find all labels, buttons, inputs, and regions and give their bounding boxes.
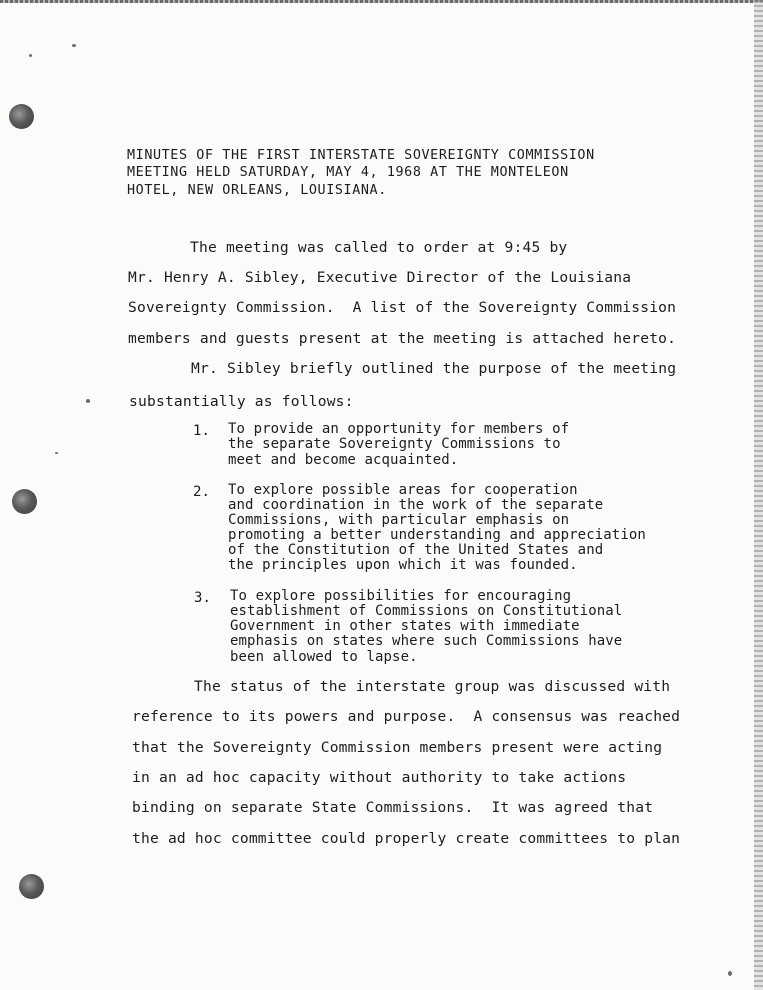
scan-speck [728,971,732,976]
item-line: establishment of Commissions on Constitutional [230,603,623,619]
item-line: To provide an opportunity for members of [228,421,570,437]
item-line: To explore possible areas for cooperation [228,482,578,498]
paragraph-line: Mr. Sibley briefly outlined the purpose of the meeting [191,360,677,377]
paragraph-line: Sovereignty Commission. A list of the Sovereignty Commission [128,299,677,316]
punch-hole-middle [12,489,37,514]
paragraph-line: The status of the interstate group was discussed with [194,678,671,695]
item-number: 2. [193,484,211,500]
item-line: Government in other states with immediate [230,618,580,634]
scan-speck [29,54,32,57]
paragraph-line: in an ad hoc capacity without authority to take actions [132,769,627,786]
item-line: meet and become acquainted. [228,452,459,468]
scan-speck [86,399,90,403]
paragraph-line: that the Sovereignty Commission members present were acting [132,739,663,756]
scan-speck [72,44,76,47]
item-line: the principles upon which it was founded. [228,557,578,573]
item-line: of the Constitution of the United States and [228,542,604,558]
scan-speck [55,452,58,454]
item-line: the separate Sovereignty Commissions to [228,436,561,452]
scan-top-edge [0,0,763,3]
paragraph-line: the ad hoc committee could properly create committees to plan [132,830,681,847]
scan-right-edge [754,0,763,990]
heading-line: HOTEL, NEW ORLEANS, LOUISIANA. [127,183,387,198]
heading-line: MEETING HELD SATURDAY, MAY 4, 1968 AT THE MONTELEON [127,165,569,180]
item-line: and coordination in the work of the separate [228,497,604,513]
paragraph-line: Mr. Henry A. Sibley, Executive Director of the Louisiana [128,269,632,286]
item-line: To explore possibilities for encouraging [230,588,572,604]
item-line: promoting a better understanding and appreciation [228,527,646,543]
paragraph-line: substantially as follows: [129,393,354,410]
item-number: 3. [194,590,212,606]
heading-line: MINUTES OF THE FIRST INTERSTATE SOVEREIGNTY COMMISSION [127,148,595,163]
paragraph-line: members and guests present at the meeting is attached hereto. [128,330,677,347]
paragraph-line: reference to its powers and purpose. A consensus was reached [132,708,681,725]
paragraph-line: The meeting was called to order at 9:45 by [190,239,568,256]
item-line: Commissions, with particular emphasis on [228,512,570,528]
paragraph-line: binding on separate State Commissions. It was agreed that [132,799,654,816]
punch-hole-top [9,104,34,129]
punch-hole-bottom [19,874,44,899]
item-line: been allowed to lapse. [230,649,418,665]
item-line: emphasis on states where such Commissions have [230,633,623,649]
item-number: 1. [193,423,211,439]
